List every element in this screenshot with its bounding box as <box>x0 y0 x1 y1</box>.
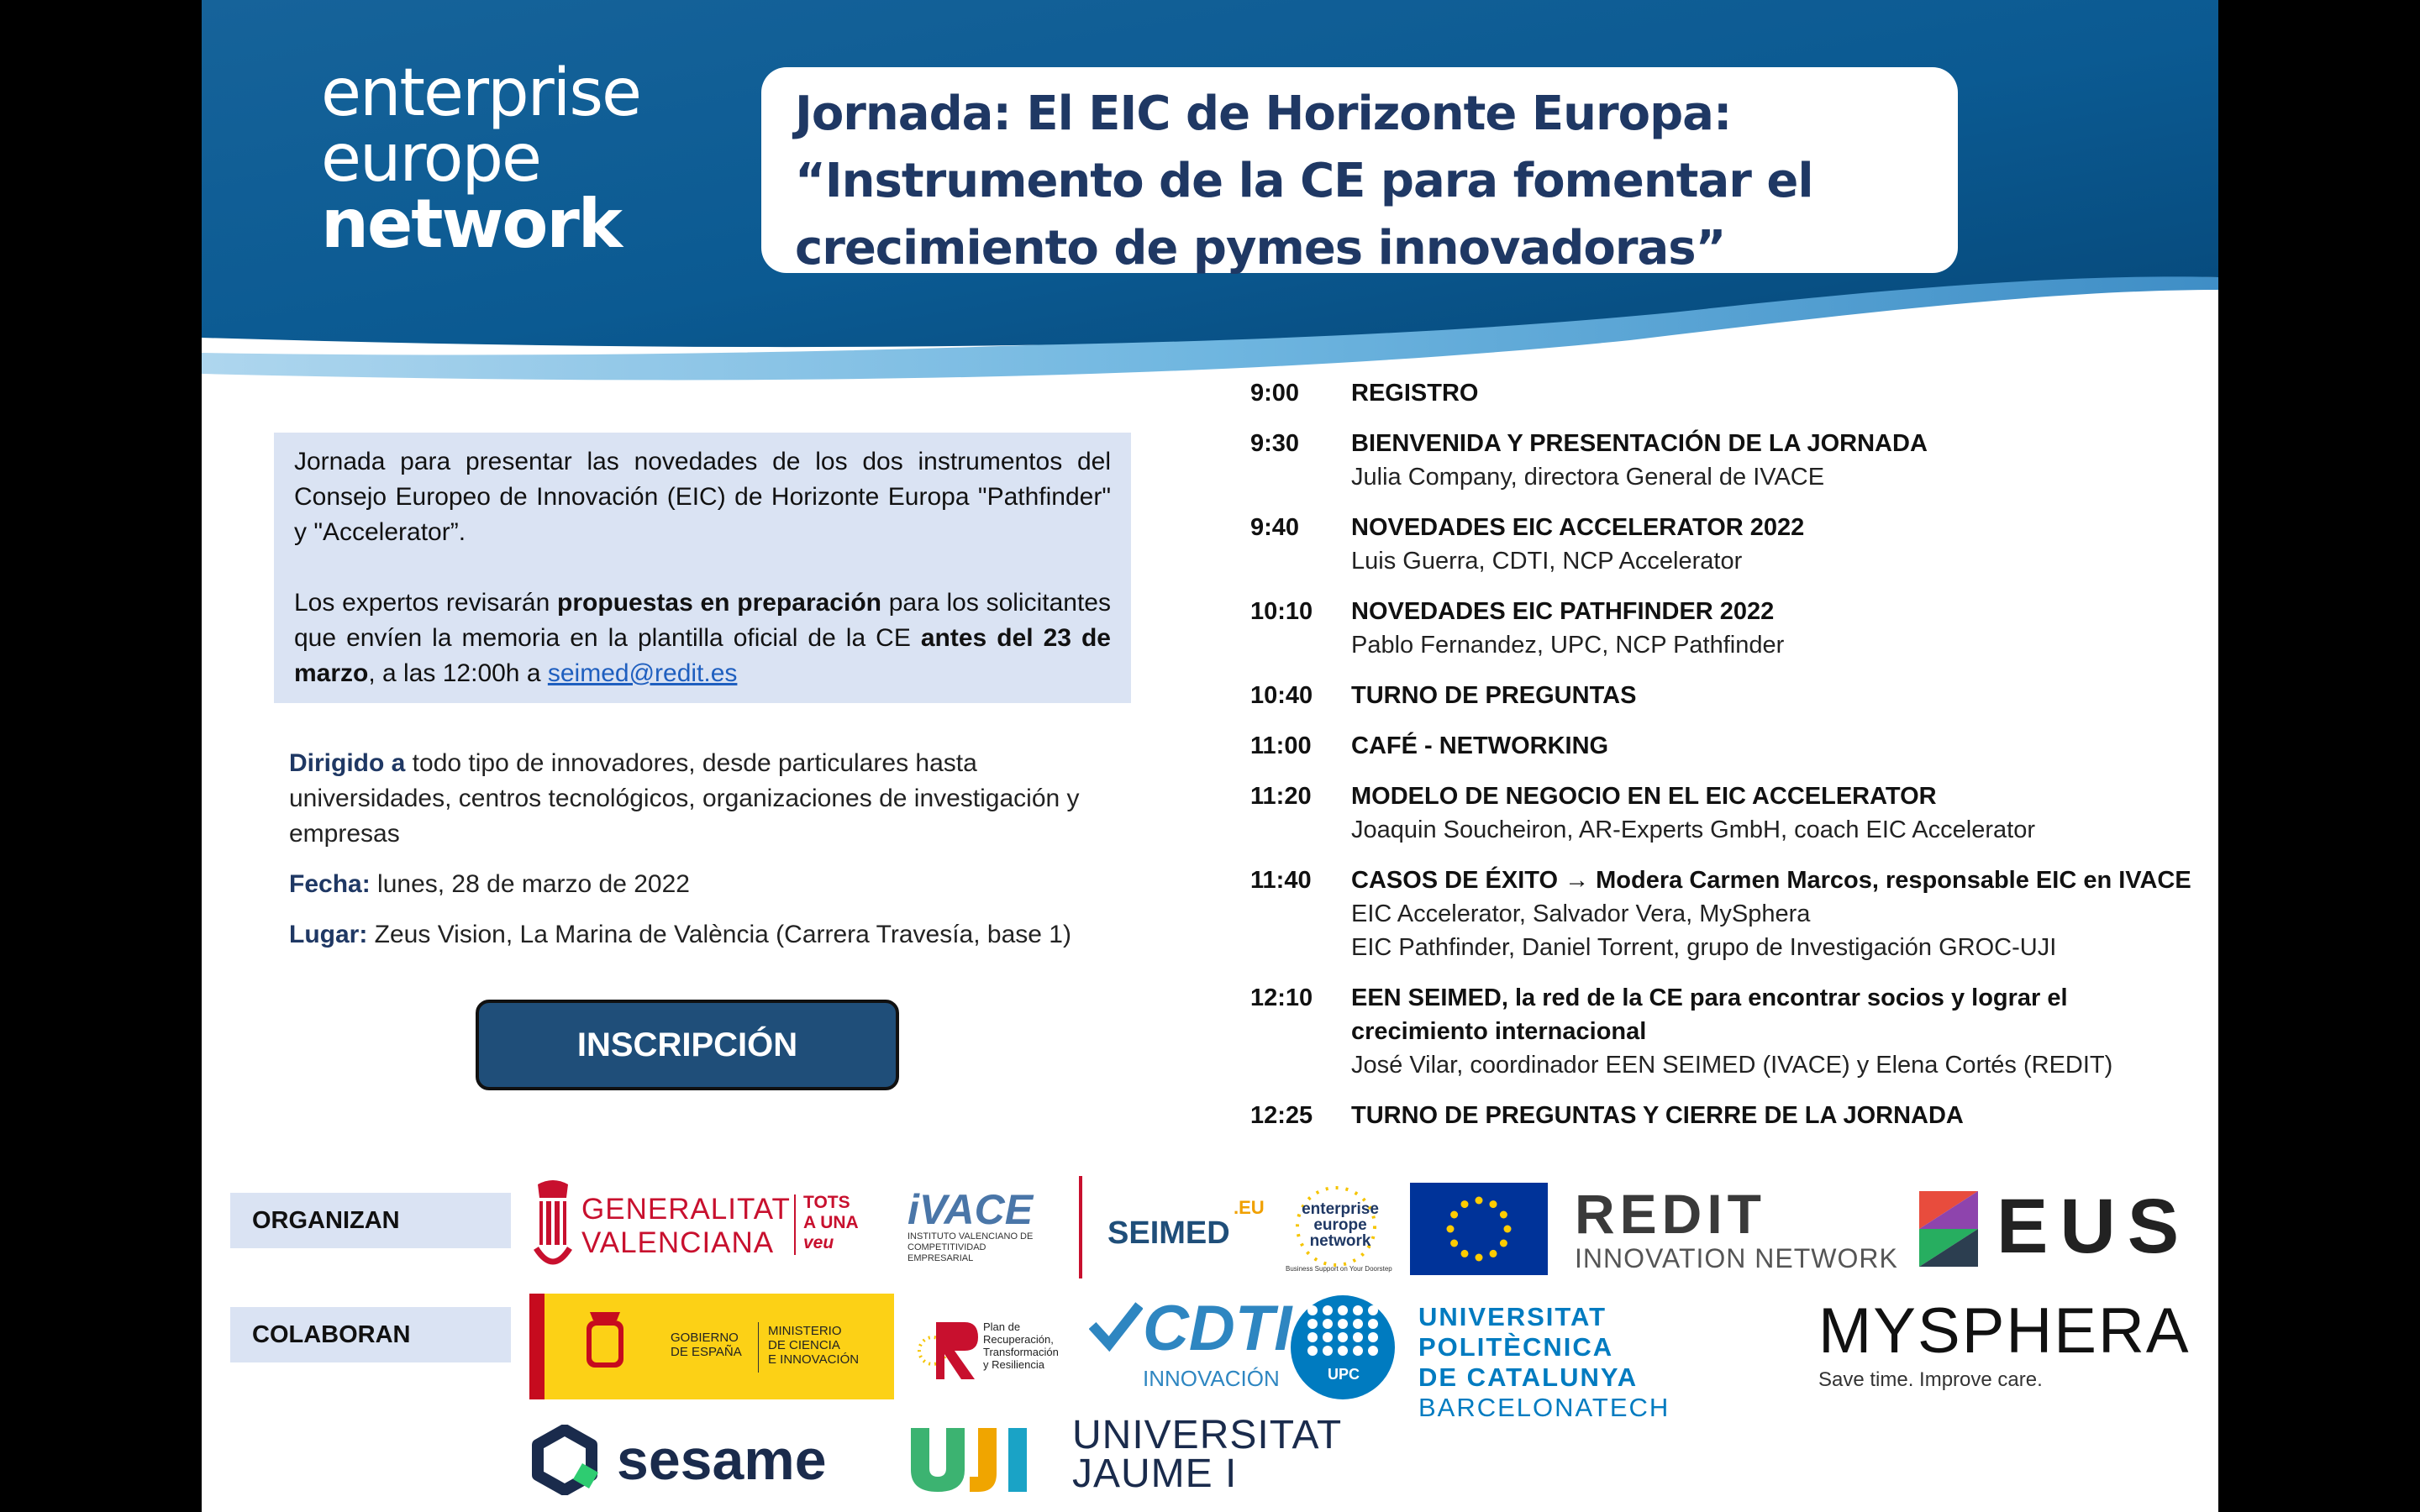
agenda-speaker: EIC Accelerator, Salvador Vera, MySphera <box>1351 900 1811 927</box>
prtr-r-icon <box>914 1315 980 1381</box>
intro-text: para los solicitantes que envíen la memoria en la plantilla oficial de la CE <box>294 589 1111 652</box>
event-title-line-3: crecimiento de pymes innovadoras” <box>795 221 1726 276</box>
place-text: Zeus Vision, La Marina de València (Carrera Travesía, base 1) <box>367 921 1071 948</box>
redit-logo <box>1575 1183 1928 1273</box>
upc-dot <box>1323 1305 1333 1315</box>
uji-name-line-1: UNIVERSITAT <box>1072 1413 1343 1457</box>
agenda-title: CAFÉ - NETWORKING <box>1351 732 1609 759</box>
redit-wordmark <box>1575 1183 1928 1245</box>
agenda-title: REGISTRO <box>1351 380 1479 407</box>
gva-divider <box>794 1194 796 1255</box>
intro-bold-proposals: propuestas en preparación <box>557 589 881 617</box>
upc-dot <box>1368 1346 1378 1356</box>
logo-line-network: network <box>321 185 621 263</box>
date-row <box>289 867 1129 902</box>
upc-dot <box>1353 1346 1363 1356</box>
agenda-body <box>1351 729 2191 763</box>
logo-line-enterprise: enterprise <box>321 55 640 131</box>
gva-tots-line-2: A UNA <box>803 1213 859 1232</box>
flyer-page <box>202 0 2218 1512</box>
eu-star <box>1500 1211 1507 1219</box>
organizers-divider <box>1079 1176 1082 1278</box>
header-banner <box>202 0 2218 386</box>
event-title-line-2: “Instrumento de la CE para fomentar el <box>795 154 1813 208</box>
organizan-label: ORGANIZAN <box>230 1193 511 1248</box>
place-label: Lugar: <box>289 921 368 948</box>
upc-logo <box>1289 1294 1802 1422</box>
audience-row <box>289 746 1129 852</box>
eu-star <box>1490 1200 1497 1208</box>
intro-text: Los expertos revisarán <box>294 589 558 617</box>
logo-line-europe: europe <box>321 121 540 197</box>
upc-dot <box>1323 1332 1333 1342</box>
zeus-logo <box>1919 1184 2205 1270</box>
spain-coat-of-arms-icon <box>580 1309 630 1384</box>
agenda-body <box>1351 864 2191 964</box>
gva-name-line-1: GENERALITAT <box>581 1193 791 1226</box>
agenda-title: BIENVENIDA Y PRESENTACIÓN DE LA JORNADA <box>1351 430 1928 457</box>
gva-name-line-2: VALENCIANA <box>581 1226 775 1259</box>
upc-dot <box>1338 1319 1348 1329</box>
agenda-body <box>1351 981 2191 1082</box>
seimed-eu: .EU <box>1234 1197 1265 1218</box>
gobierno-divider <box>758 1322 759 1373</box>
prtr-line-2: Recuperación, <box>983 1333 1054 1346</box>
agenda-time: 11:20 <box>1250 783 1312 810</box>
ivace-subtitle-1: INSTITUTO VALENCIANO DE <box>908 1231 1034 1242</box>
generalitat-valenciana-logo <box>529 1176 899 1281</box>
agenda-body <box>1351 427 2191 494</box>
agenda-time: 9:00 <box>1250 380 1300 407</box>
event-details <box>289 746 1129 968</box>
agenda-time: 12:10 <box>1250 984 1313 1011</box>
gva-tots-line-1: TOTS <box>803 1193 850 1212</box>
agenda-time: 11:40 <box>1250 867 1312 894</box>
upc-circle-icon <box>1289 1294 1397 1401</box>
seimed-wordmark: SEIMED <box>1107 1215 1230 1251</box>
upc-dot <box>1353 1305 1363 1315</box>
intro-paragraph-1: Jornada para presentar las novedades de los dos instrumentos del Consejo Europeo de Innovación (EIC) de Horizonte Europa "Pathfinder" y "Accelerator”. <box>294 448 1111 546</box>
intro-text: , a las 12:00h a <box>368 659 548 687</box>
uji-letters-icon <box>911 1421 1062 1492</box>
zeus-wordmark: EUS <box>1996 1184 2191 1269</box>
agenda-title: CASOS DE ÉXITO → Modera Carmen Marcos, responsable EIC en IVACE <box>1351 867 2191 894</box>
audience-label: Dirigido a <box>289 749 406 777</box>
een-small-logo <box>1286 1183 1395 1275</box>
intro-bold-deadline: antes del 23 de marzo <box>294 624 1111 687</box>
agenda-item <box>1250 780 2191 847</box>
een-logo <box>321 55 640 263</box>
registration-button[interactable]: INSCRIPCIÓN <box>476 1000 899 1090</box>
eu-star <box>1490 1250 1497 1257</box>
intro-box <box>274 433 1131 703</box>
gobierno-espana-logo <box>529 1294 894 1399</box>
agenda-item <box>1250 595 2191 662</box>
agenda-title: TURNO DE PREGUNTAS Y CIERRE DE LA JORNADA <box>1351 1102 1964 1129</box>
mysphera-wordmark: MYSPHERA <box>1818 1295 2191 1367</box>
agenda-item <box>1250 981 2191 1082</box>
agenda-time: 9:40 <box>1250 514 1300 541</box>
gobierno-line-2: DE ESPAÑA <box>671 1345 742 1359</box>
sesame-hexagon-icon <box>529 1425 600 1495</box>
eu-star <box>1500 1240 1507 1247</box>
agenda-time: 10:10 <box>1250 598 1313 625</box>
spain-flag-stripe <box>529 1294 544 1399</box>
agenda-body <box>1351 679 2191 712</box>
cdti-check-icon <box>1089 1300 1143 1354</box>
eu-star <box>1461 1200 1469 1208</box>
eu-stars-icon <box>1410 1183 1548 1275</box>
agenda-speaker: Joaquin Soucheiron, AR-Experts GmbH, coach EIC Accelerator <box>1351 816 2035 843</box>
agenda-item <box>1250 511 2191 578</box>
agenda-body <box>1351 595 2191 662</box>
ivace-logo <box>908 1188 1050 1263</box>
upc-dot <box>1338 1305 1348 1315</box>
event-title-box <box>761 67 1958 276</box>
agenda-title: EEN SEIMED, la red de la CE para encontrar socios y lograr el crecimiento internacional <box>1351 984 2068 1045</box>
agenda-speaker: Julia Company, directora General de IVACE <box>1351 464 1825 491</box>
gva-tots-line-3: veu <box>803 1233 834 1252</box>
agenda-item <box>1250 679 2191 712</box>
mysphera-logo <box>1818 1294 2205 1399</box>
upc-dot <box>1307 1319 1318 1329</box>
redit-wordmark-text: REDIT <box>1575 1183 1766 1245</box>
intro-paragraph-2 <box>294 585 1111 691</box>
ivace-subtitle-2: COMPETITIVIDAD EMPRESARIAL <box>908 1242 986 1263</box>
een-small-tagline: Business Support on Your Doorstep <box>1286 1265 1392 1273</box>
agenda-body <box>1351 376 2191 410</box>
date-text: lunes, 28 de marzo de 2022 <box>370 870 690 898</box>
zeus-z-icon <box>1919 1191 1978 1267</box>
upc-dot <box>1368 1305 1378 1315</box>
uji-name-line-2: JAUME I <box>1072 1452 1238 1496</box>
upc-dot <box>1323 1346 1333 1356</box>
agenda-item <box>1250 729 2191 763</box>
eu-star <box>1504 1226 1512 1233</box>
upc-dot <box>1353 1332 1363 1342</box>
eu-star <box>1476 1197 1483 1205</box>
upc-name-line-3: BARCELONATECH <box>1418 1393 1670 1422</box>
seimed-logo <box>1107 1197 1276 1256</box>
eu-star <box>1450 1211 1458 1219</box>
agenda-title: NOVEDADES EIC ACCELERATOR 2022 <box>1351 514 1805 541</box>
upc-badge-text: UPC <box>1327 1366 1360 1383</box>
agenda-title: MODELO DE NEGOCIO EN EL EIC ACCELERATOR <box>1351 783 1937 810</box>
agenda-time: 12:25 <box>1250 1102 1313 1129</box>
event-title-line-1: Jornada: El EIC de Horizonte Europa: <box>795 87 1732 141</box>
cdti-wordmark: CDTI <box>1143 1293 1292 1364</box>
prtr-line-4: y Resiliencia <box>983 1358 1044 1371</box>
ivace-wordmark: iVACE <box>908 1186 1034 1233</box>
eu-star <box>1461 1250 1469 1257</box>
agenda-speaker: Luis Guerra, CDTI, NCP Accelerator <box>1351 548 1743 575</box>
upc-dot <box>1368 1332 1378 1342</box>
upc-dot <box>1307 1346 1318 1356</box>
prtr-logo <box>914 1315 1082 1383</box>
een-small-line-1: enterprise <box>1302 1200 1379 1218</box>
ministerio-line-1: MINISTERIO <box>768 1324 842 1338</box>
colaboran-label: COLABORAN <box>230 1307 511 1362</box>
eu-flag-icon <box>1410 1183 1548 1275</box>
ministerio-line-2: DE CIENCIA <box>768 1338 840 1352</box>
agenda-body <box>1351 511 2191 578</box>
prtr-line-3: Transformación <box>983 1346 1059 1358</box>
upc-dot <box>1307 1305 1318 1315</box>
uji-logo <box>911 1413 1348 1500</box>
audience-text: todo tipo de innovadores, desde particulares hasta universidades, centros tecnológicos, organizaciones de investigación y empresas <box>289 749 1080 848</box>
agenda <box>1250 376 2191 1149</box>
ministerio-line-3: E INNOVACIÓN <box>768 1352 860 1367</box>
sesame-wordmark: sesame <box>617 1428 827 1492</box>
een-small-line-3: network <box>1309 1232 1371 1250</box>
redit-subtitle: INNOVATION NETWORK <box>1575 1243 1898 1273</box>
agenda-title: NOVEDADES EIC PATHFINDER 2022 <box>1351 598 1775 625</box>
upc-dot <box>1323 1319 1333 1329</box>
email-link[interactable]: seimed@redit.es <box>547 659 738 687</box>
agenda-item <box>1250 1099 2191 1132</box>
mysphera-tagline: Save time. Improve care. <box>1818 1368 2043 1391</box>
agenda-speaker: Pablo Fernandez, UPC, NCP Pathfinder <box>1351 632 1785 659</box>
sesame-logo <box>529 1421 882 1502</box>
agenda-speaker: José Vilar, coordinador EEN SEIMED (IVACE) y Elena Cortés (REDIT) <box>1351 1052 2113 1079</box>
agenda-time: 9:30 <box>1250 430 1300 457</box>
agenda-speaker: EIC Pathfinder, Daniel Torrent, grupo de Investigación GROC-UJI <box>1351 934 2057 961</box>
een-small-line-2: europe <box>1313 1216 1367 1234</box>
agenda-body <box>1351 1099 2191 1132</box>
upc-dot <box>1307 1332 1318 1342</box>
eu-star <box>1476 1254 1483 1262</box>
place-row <box>289 917 1129 953</box>
cdti-subtitle: INNOVACIÓN <box>1143 1366 1280 1391</box>
cdti-logo <box>1089 1293 1292 1399</box>
gva-crest-icon <box>529 1176 576 1277</box>
agenda-title: TURNO DE PREGUNTAS <box>1351 682 1637 709</box>
upc-dot <box>1353 1319 1363 1329</box>
agenda-time: 11:00 <box>1250 732 1312 759</box>
upc-dot <box>1368 1319 1378 1329</box>
upc-name-line-1: UNIVERSITAT POLITÈCNICA <box>1418 1302 1614 1362</box>
upc-dot <box>1338 1332 1348 1342</box>
upc-name-line-2: DE CATALUNYA <box>1418 1362 1639 1392</box>
agenda-body <box>1351 780 2191 847</box>
agenda-item <box>1250 427 2191 494</box>
agenda-item <box>1250 376 2191 410</box>
eu-star <box>1447 1226 1455 1233</box>
gobierno-line-1: GOBIERNO <box>671 1331 739 1345</box>
eu-star <box>1450 1240 1458 1247</box>
upc-dot <box>1338 1346 1348 1356</box>
prtr-line-1: Plan de <box>983 1320 1021 1333</box>
agenda-time: 10:40 <box>1250 682 1313 709</box>
agenda-item <box>1250 864 2191 964</box>
date-label: Fecha: <box>289 870 371 898</box>
